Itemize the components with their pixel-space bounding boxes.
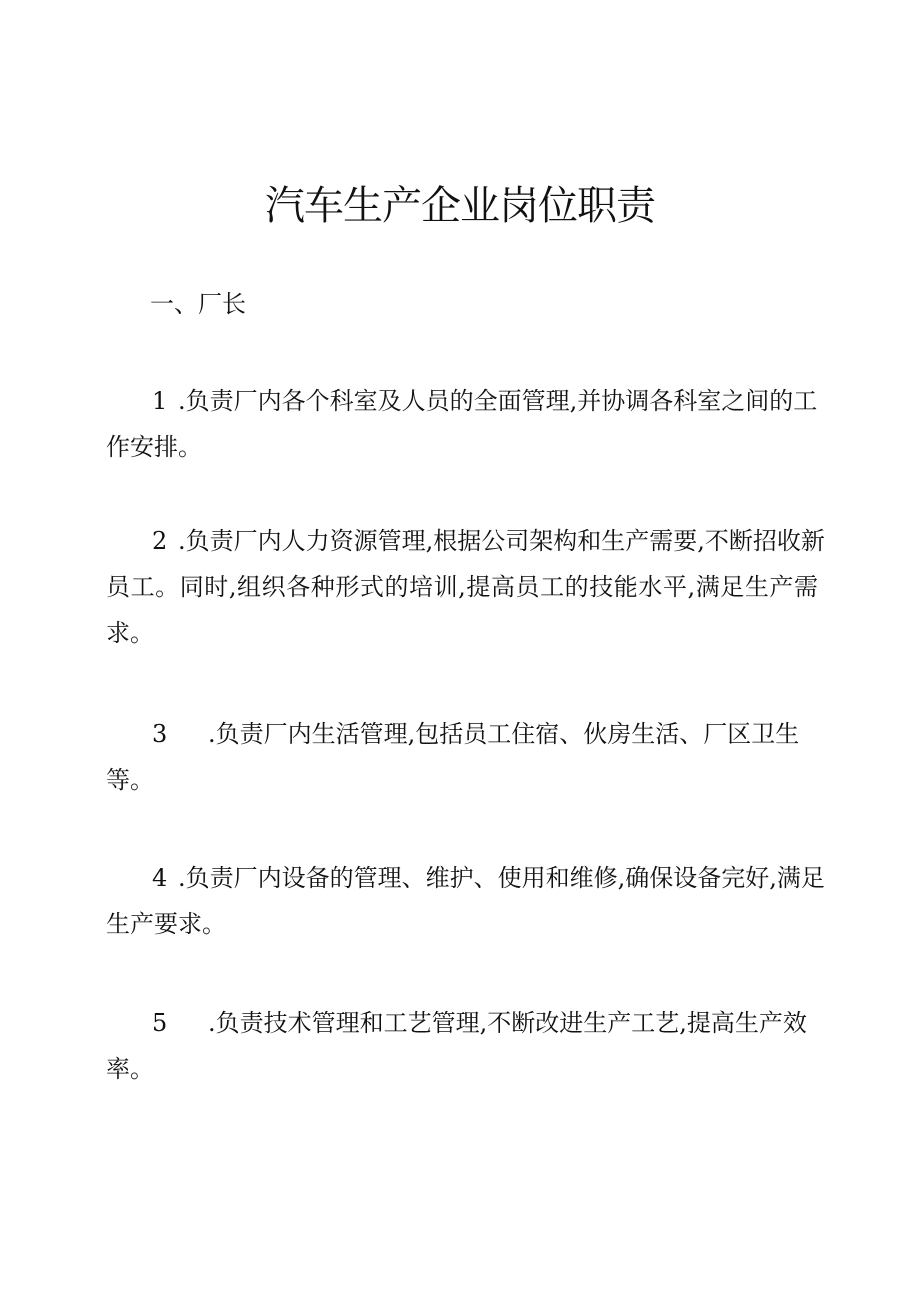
duty-item-3: [106, 711, 818, 803]
item-text-line: .负责厂内设备的管理、维护、使用和维修,确保设备完好,满足: [178, 864, 825, 892]
item-number: 5: [152, 1009, 168, 1037]
item-number: 1: [152, 387, 168, 415]
item-text-line: .负责厂内各个科室及人员的全面管理,并协调各科室之间的工: [178, 387, 818, 415]
item-number: 3: [152, 720, 168, 748]
item-text-line: .负责厂内人力资源管理,根据公司架构和生产需要,不断招收新: [178, 527, 825, 555]
duty-item-2: [106, 518, 825, 656]
item-text-line: .负责厂内生活管理,包括员工住宿、伙房生活、厂区卫生: [208, 720, 800, 748]
duty-item-5: [106, 1000, 818, 1092]
item-text-line: .负责技术管理和工艺管理,不断改进生产工艺,提高生产效: [208, 1009, 807, 1037]
item-text-continued: 等。: [106, 766, 154, 794]
duty-item-1: [106, 378, 818, 470]
item-number: 2: [152, 527, 168, 555]
item-number: 4: [152, 864, 168, 892]
duty-item-4: [106, 855, 825, 947]
item-text-continued: 生产要求。: [106, 910, 226, 938]
item-text-continued: 率。: [106, 1055, 154, 1083]
item-text-continued: 作安排。: [106, 433, 202, 461]
item-text-continued: 员工。同时,组织各种形式的培训,提高员工的技能水平,满足生产需求。: [106, 573, 818, 647]
document-title: 汽车生产企业岗位职责: [265, 183, 655, 229]
section-heading: 一、厂长: [150, 290, 246, 318]
